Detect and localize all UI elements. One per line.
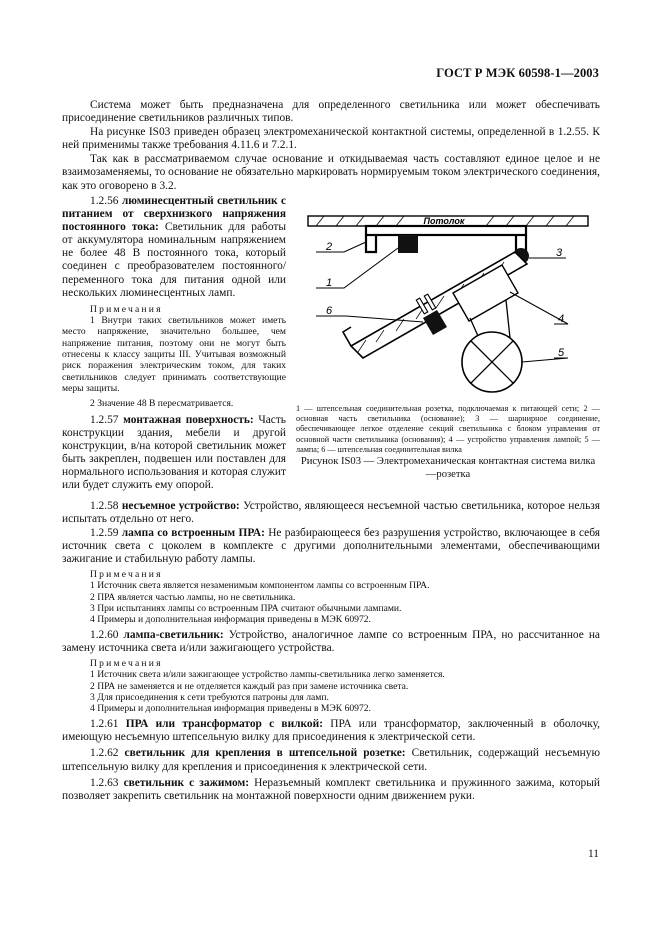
note-item: 1 Источник света и/или зажигающее устройство лампы-светильника легко заменяется. <box>90 669 445 681</box>
clause-1-2-56 <box>62 195 286 300</box>
figure-caption-legend: 1 — штепсельная соединительная розетка, подключаемая к питающей сети; 2 — основная часть светильника (основание); 3 — шарнирное соединение, обеспечивающее легкое отделение секций светильника с блоком управления от основной части светильника (основания); 4 — устройство управления лампой; 5 — лампа; 6 — штепсельная соединительная вилка <box>296 404 600 454</box>
label-1: 1 <box>326 277 333 289</box>
label-4: 4 <box>558 313 565 325</box>
ceiling-label: Потолок <box>423 216 465 226</box>
clause-text: Светильник для работы от аккумулятора номинальным напряжением не более 48 В постоянного тока, который соединен с преобразователем постоянного/переменного тока для питания одной или нескольких люминесцентных ламп. <box>62 221 286 299</box>
clause-1-2-59 <box>62 527 600 566</box>
base-left-flange <box>366 235 376 252</box>
figure-title: Рисунок IS03 — Электромеханическая контактная система вилка—розетка <box>300 456 596 480</box>
left-column <box>62 195 286 493</box>
note-item: 3 Для присоединения к сети требуются патроны для ламп. <box>90 691 329 703</box>
clause-number: 1.2.61 <box>90 718 119 731</box>
clause-term: светильник с зажимом: <box>123 776 250 789</box>
intro-paragraph-1: Система может быть предназначена для определенного светильника или может обеспечивать присоединение светильников различных типов. <box>62 99 600 125</box>
lower-section <box>62 500 600 803</box>
label-6: 6 <box>326 305 333 317</box>
notes-heading: Примечания <box>90 658 163 670</box>
clause-text: Светильник, содержащий несъемную штепсельную вилку для крепления и присоединения к электрической сети. <box>62 747 600 773</box>
clause-number: 1.2.58 <box>90 500 119 512</box>
clause-term: несъемное устройство: <box>121 500 240 512</box>
clause-number: 1.2.57 <box>90 414 119 426</box>
note-item: 3 При испытаниях лампы со встроенным ПРА считают обычными лампами. <box>90 602 402 614</box>
note-item: 2 ПРА является частью лампы, но не светильника. <box>90 591 296 603</box>
clause-text: Часть конструкции здания, мебели и другой конструкции, в/на которой светильник может быть закреплен, подвешен или поставлен для нормального использования и которая служит или будет служить ему опорой. <box>62 414 286 492</box>
base-right-flange <box>516 235 526 250</box>
clause-1-2-62 <box>62 747 600 773</box>
clause-number: 1.2.56 <box>90 195 119 207</box>
clause-text: Устройство, аналогичное лампе со встроенным ПРА, но рассчитанное на замену источника света и/или зажигающего устройства. <box>62 629 600 655</box>
note-item: 4 Примеры и дополнительная информация приведены в МЭК 60972. <box>90 614 371 626</box>
clause-term: лампа-светильник: <box>123 629 224 642</box>
clause-term: лампа со встроенным ПРА: <box>121 527 265 540</box>
clause-1-2-58 <box>62 500 600 526</box>
note-1: 1 Внутри таких светильников может иметь место напряжение, значительно большее, чем напряжение питания, поэтому они не могут быть отнесены к классу защиты III. Учитывая возможный риск поражения электрическим током, для таких светильников следует принимать соответствующие меры защиты. <box>62 314 286 395</box>
label-2: 2 <box>326 241 333 253</box>
intro-paragraph-2: На рисунке IS03 приведен образец электромеханической контактной системы, определенной в 1.2.55. К ней применимы также требования 4.11.6 и 7.2.1. <box>62 126 600 152</box>
intro-section <box>62 99 600 193</box>
intro-paragraph-3: Так как в рассматриваемом случае основание и откидываемая часть составляют единое целое и не взаимозаменяемы, то основание не обязательно маркировать нормируемым током электрического соединения, как это оговорено в 3.2. <box>62 153 600 192</box>
label-5: 5 <box>558 347 565 359</box>
clause-text: ПРА или трансформатор, заключенный в оболочку, имеющую несъемную штепсельную вилку для присоединения к электрической сети. <box>62 718 600 744</box>
document-id: ГОСТ Р МЭК 60598-1—2003 <box>436 66 599 80</box>
clause-1-2-57 <box>62 414 286 493</box>
clause-text: Устройство, являющееся несъемной частью светильника, которое нельзя испытать отдельно от него. <box>62 500 600 526</box>
note-item: 2 ПРА не заменяется и не отделяется каждый раз при замене источника света. <box>90 680 409 692</box>
base-plate <box>366 226 526 235</box>
clause-term: люминесцентный светильник с питанием от сверхнизкого напряжения постоянного тока: <box>62 195 286 234</box>
note-2: 2 Значение 48 В пересматривается. <box>90 397 234 409</box>
note-item: 1 Источник света является незаменимым компонентом лампы со встроенным ПРА. <box>90 580 430 592</box>
note-item: 4 Примеры и дополнительная информация приведены в МЭК 60972. <box>90 703 371 715</box>
clause-text: Неразъемный комплект светильника и пружинного зажима, который позволяет закрепить светильник на монтажной поверхности одним движением руки. <box>62 776 600 802</box>
clause-number: 1.2.62 <box>90 747 119 760</box>
clause-term: светильник для крепления в штепсельной розетке: <box>124 747 406 760</box>
notes-heading: Примечания <box>90 569 163 581</box>
clause-term: монтажная поверхность: <box>123 414 254 426</box>
page-number: 11 <box>588 848 599 860</box>
clause-number: 1.2.59 <box>90 527 119 540</box>
clause-1-2-63 <box>62 777 600 803</box>
clause-number: 1.2.63 <box>90 776 119 789</box>
figure-is03-diagram <box>296 196 600 396</box>
clause-1-2-61 <box>62 718 600 744</box>
clause-term: ПРА или трансформатор с вилкой: <box>125 718 323 731</box>
socket-outlet <box>398 235 418 253</box>
clause-number: 1.2.60 <box>90 629 119 642</box>
label-3: 3 <box>556 247 563 259</box>
clause-1-2-60 <box>62 629 600 655</box>
clause-text: Не разбирающееся без разрушения устройство, включающее в себя источник света с цоколем в комплекте с другими дополнительными элементами, обеспечивающими зажигание и стабильную работу лампы. <box>62 527 600 566</box>
notes-heading: Примечания <box>90 303 163 315</box>
